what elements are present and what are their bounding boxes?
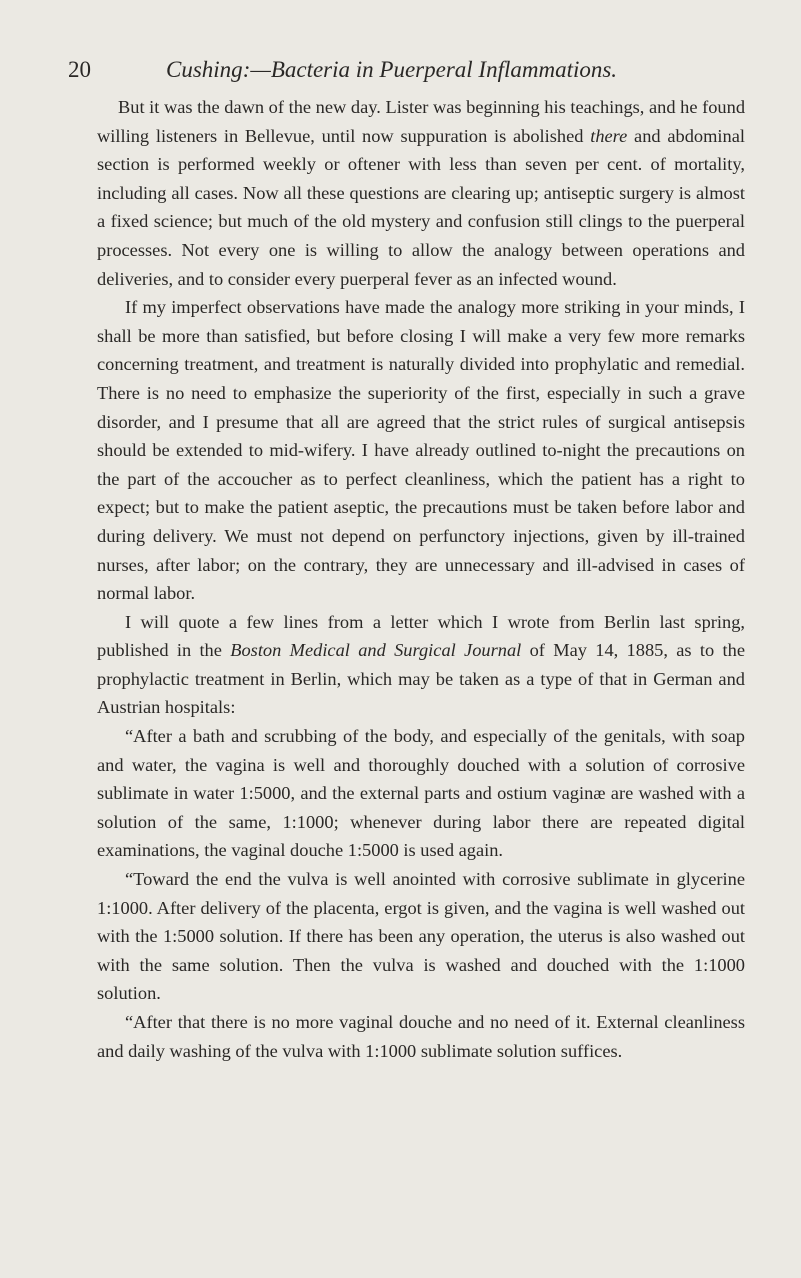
paragraph-1-emphasis: there xyxy=(590,125,628,146)
body-text xyxy=(97,93,745,1065)
running-head-title: Bacteria in Puerperal Inflammations. xyxy=(270,57,618,82)
paragraph-1-text-b: and abdominal section is performed weekly or oftener with less than seven per cent. of mortality, including all cases. Now all these questions are clearing up; antiseptic surgery is almost a fixed science; but much of the old mystery and confusion still clings to the puerperal processes. Not every one is willing to allow the analogy between operations and deliveries, and to consider every puerperal fever as an infected wound. xyxy=(97,125,745,289)
paragraph-3 xyxy=(97,608,745,722)
paragraph-3-text-a: I will quote a few lines from a letter which I wrote from Berlin last spring, published in the xyxy=(97,611,745,661)
paragraph-1-text-a: But it was the dawn of the new day. Lister was beginning his teachings, and he found willing listeners in Bellevue, until now suppuration is abolished xyxy=(97,97,746,146)
paragraph-1 xyxy=(97,93,745,293)
running-head-author: Cushing xyxy=(166,57,243,82)
paragraph-2: If my imperfect observations have made the analogy more striking in your minds, I shall be more than satisfied, but before closing I will make a very few more remarks concerning treatment, and treatment is naturally divided into prophylatic and remedial. There is no need to emphasize the superiority of the first, especially in such a grave disorder, and I presume that all are agreed that the strict rules of surgical antisepsis should be extended to mid-wifery. I have already outlined to-night the precautions on the part of the accoucher as to perfect cleanliness, which the patient has a right to expect; but to make the patient aseptic, the precautions must be taken before labor and during delivery. We must not depend on perfunctory injections, given by ill-trained nurses, after labor; on the contrary, they are unnecessary and ill-advised in cases of normal labor. xyxy=(97,297,745,604)
running-head-separator: :— xyxy=(242,57,271,82)
quote-paragraph-2: “Toward the end the vulva is well anointed with corrosive sublimate in glycerine 1:1000. After delivery of the placenta, ergot is given, and the vagina is well washed out with the 1:5000 solution. If there has been any operation, the uterus is also washed out with the same solution. Then the vulva is washed and douched with the 1:1000 solution. xyxy=(97,869,745,1004)
quote-paragraph-1: “After a bath and scrubbing of the body, and especially of the genitals, with soap and water, the vagina is well and thoroughly douched with a solution of corrosive sublimate in water 1:5000, and the external parts and ostium vaginæ are washed with a solution of the same, 1:1000; whenever during labor there are repeated digital examinations, the vaginal douche 1:5000 is used again. xyxy=(97,726,745,861)
paragraph-3-text-b: of May 14, 1885, as to the prophylactic treatment in Berlin, which may be taken as a type of that in German and Austrian hospitals: xyxy=(97,640,745,718)
page-number: 20 xyxy=(68,57,91,82)
quote-paragraph-3: “After that there is no more vaginal douche and no need of it. External cleanliness and daily washing of the vulva with 1:1000 sublimate solution suffices. xyxy=(97,1012,745,1061)
running-head xyxy=(68,52,741,88)
journal-title: Boston Medical and Surgical Journal xyxy=(230,640,522,661)
running-title xyxy=(166,52,617,88)
